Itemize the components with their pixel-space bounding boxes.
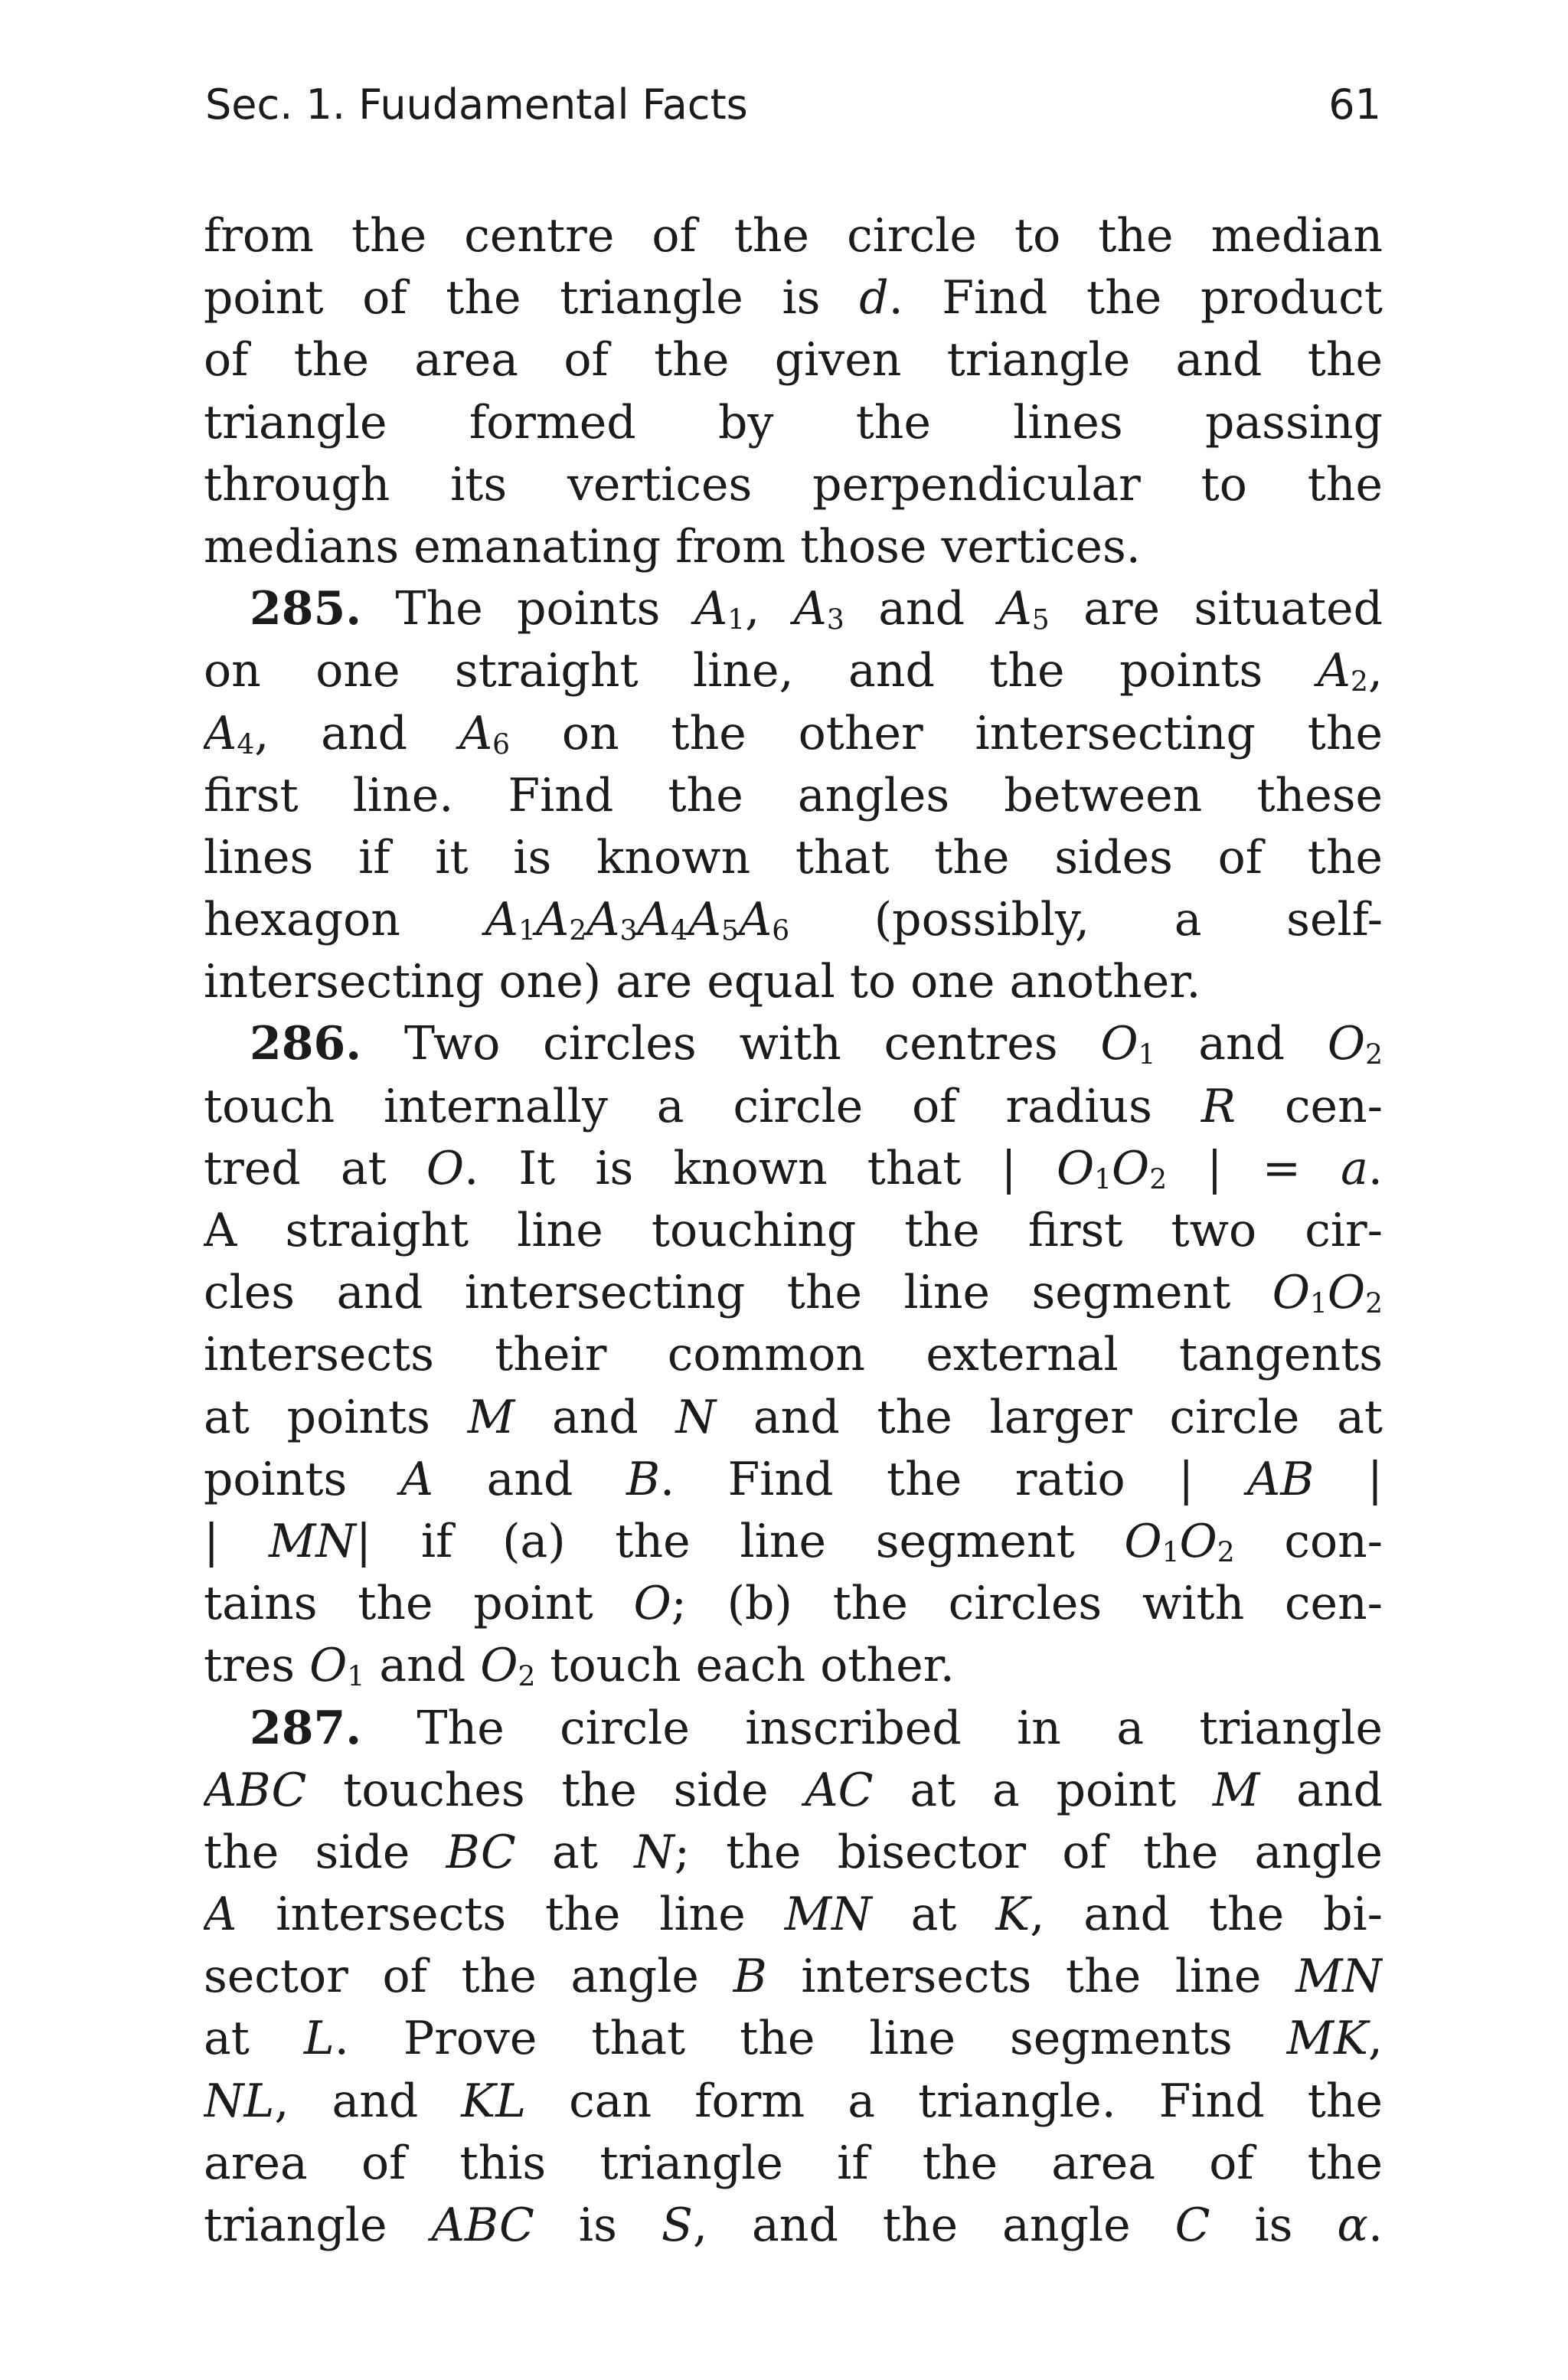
problem-number: 287. (250, 1701, 362, 1755)
text-line: points A and B. Find the ratio | AB | (204, 1452, 1383, 1506)
text-line: triangle ABC is S, and the angle C is α. (204, 2199, 1383, 2252)
text-line: tres $O_1$ and $O_2$ touch each other. (204, 1639, 955, 1693)
text-line: hexagon $A_1A_2A_3A_4A_5A_6$ (possibly, a self- (204, 893, 1383, 947)
text-line: A intersects the line MN at K, and the bi- (204, 1888, 1383, 1942)
text-line: tred at O. It is known that | $O_1O_2$ | = a. (204, 1141, 1383, 1196)
section-title: Sec. 1. Fuudamental Facts (205, 80, 748, 129)
text-line: at points M and N and the larger circle at (204, 1390, 1383, 1444)
problem-285-start: 285. The points $A_1$, $A_3$ and $A_5$ are situated (250, 582, 1383, 636)
text-line: A straight line touching the first two cir- (204, 1204, 1383, 1257)
text-line: of the area of the given triangle and the (204, 333, 1383, 387)
text-line: tains the point O; (b) the circles with cen- (204, 1577, 1383, 1631)
text-line: cles and intersecting the line segment $O_1O_2$ (204, 1266, 1383, 1320)
text-line: point of the triangle is d. Find the product (204, 271, 1383, 325)
text-line: medians emanating from those vertices. (204, 519, 1141, 574)
problem-text (204, 205, 1383, 2319)
text-line: $A_4$, and $A_6$ on the other intersecting the (204, 706, 1383, 760)
problem-number: 285. (250, 582, 362, 636)
text-line: the side BC at N; the bisector of the angle (204, 1825, 1383, 1879)
problem-number: 286. (250, 1017, 362, 1071)
text-line: | MN| if (a) the line segment $O_1O_2$ con- (204, 1514, 1383, 1569)
text-line: at L. Prove that the line segments MK, (204, 2012, 1383, 2066)
text-line: intersects their common external tangents (204, 1328, 1383, 1382)
problem-286-start: 286. Two circles with centres $O_1$ and $O_2$ (250, 1017, 1383, 1071)
problem-287-start: 287. The circle inscribed in a triangle (250, 1701, 1383, 1755)
text-line: ABC touches the side AC at a point M and (204, 1763, 1383, 1817)
text-line: on one straight line, and the points $A_2$, (204, 644, 1383, 698)
text-line: through its vertices perpendicular to the (204, 457, 1383, 512)
text-line: lines if it is known that the sides of the (204, 830, 1383, 884)
running-header (205, 70, 1381, 139)
text-line: from the centre of the circle to the median (204, 209, 1383, 263)
text-line: triangle formed by the lines passing (204, 395, 1383, 450)
text-line: area of this triangle if the area of the (204, 2136, 1383, 2190)
text-line: intersecting one) are equal to one another. (204, 955, 1201, 1009)
page-number: 61 (1328, 80, 1381, 129)
text-line: touch internally a circle of radius R cen- (204, 1079, 1383, 1133)
text-line: first line. Find the angles between these (204, 768, 1383, 822)
text-line: sector of the angle B intersects the line MN (204, 1950, 1383, 2004)
text-line: NL, and KL can form a triangle. Find the (204, 2074, 1383, 2128)
